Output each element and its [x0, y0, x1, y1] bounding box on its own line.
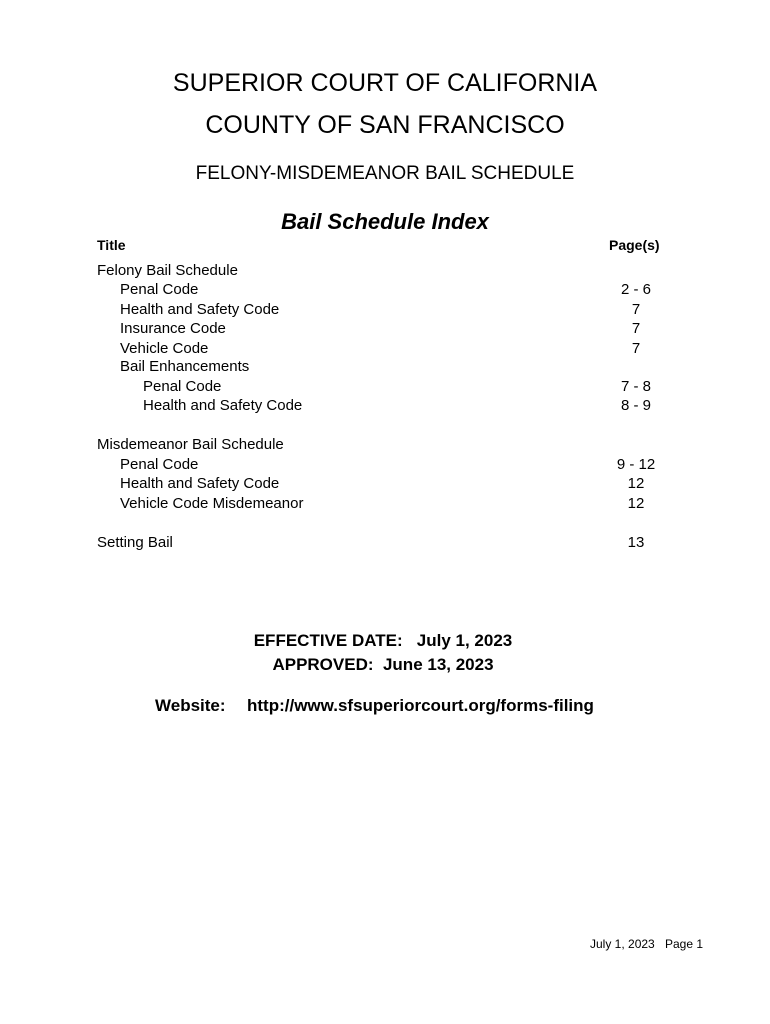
index-entry-pages: 7 [631, 301, 641, 318]
index-entry-pages: 7 [631, 320, 641, 337]
index-entry-label: Vehicle Code [120, 340, 209, 357]
index-entry-pages: 7 [631, 340, 641, 357]
index-entry-label: Health and Safety Code [143, 397, 303, 414]
section-setting-bail-label: Setting Bail [97, 534, 173, 551]
index-entry-pages: 13 [627, 534, 645, 551]
index-entry-label: Bail Enhancements [120, 358, 250, 375]
website-link[interactable]: http://www.sfsuperiorcourt.org/forms-filing [247, 696, 594, 715]
index-entry-label: Health and Safety Code [120, 301, 280, 318]
pages-column-header: Page(s) [609, 237, 660, 253]
index-entry-pages: 9 - 12 [616, 456, 656, 473]
index-entry-label: Vehicle Code Misdemeanor [120, 495, 304, 512]
county-name: COUNTY OF SAN FRANCISCO [205, 111, 565, 139]
index-entry-label: Penal Code [120, 281, 199, 298]
effective-date: EFFECTIVE DATE: July 1, 2023 [253, 631, 513, 650]
index-entry-pages: 12 [627, 475, 645, 492]
index-entry-pages: 2 - 6 [620, 281, 651, 298]
title-column-header: Title [97, 237, 126, 253]
footer-page-number: Page 1 [665, 937, 704, 951]
index-entry-pages: 7 - 8 [620, 378, 651, 395]
website-label: Website: [155, 696, 226, 715]
section-felony-label: Felony Bail Schedule [97, 262, 238, 279]
index-entry-pages: 12 [627, 495, 645, 512]
section-misdemeanor-label: Misdemeanor Bail Schedule [97, 436, 284, 453]
index-entry-label: Penal Code [120, 456, 199, 473]
index-entry-label: Insurance Code [120, 320, 226, 337]
index-entry-pages: 8 - 9 [620, 397, 651, 414]
footer-date: July 1, 2023 [590, 937, 655, 951]
index-entry-label: Penal Code [143, 378, 222, 395]
court-name: SUPERIOR COURT OF CALIFORNIA [172, 69, 598, 97]
schedule-name: FELONY-MISDEMEANOR BAIL SCHEDULE [195, 163, 575, 184]
approved-date: APPROVED: June 13, 2023 [272, 655, 494, 674]
index-entry-label: Health and Safety Code [120, 475, 280, 492]
index-title: Bail Schedule Index [281, 209, 489, 234]
